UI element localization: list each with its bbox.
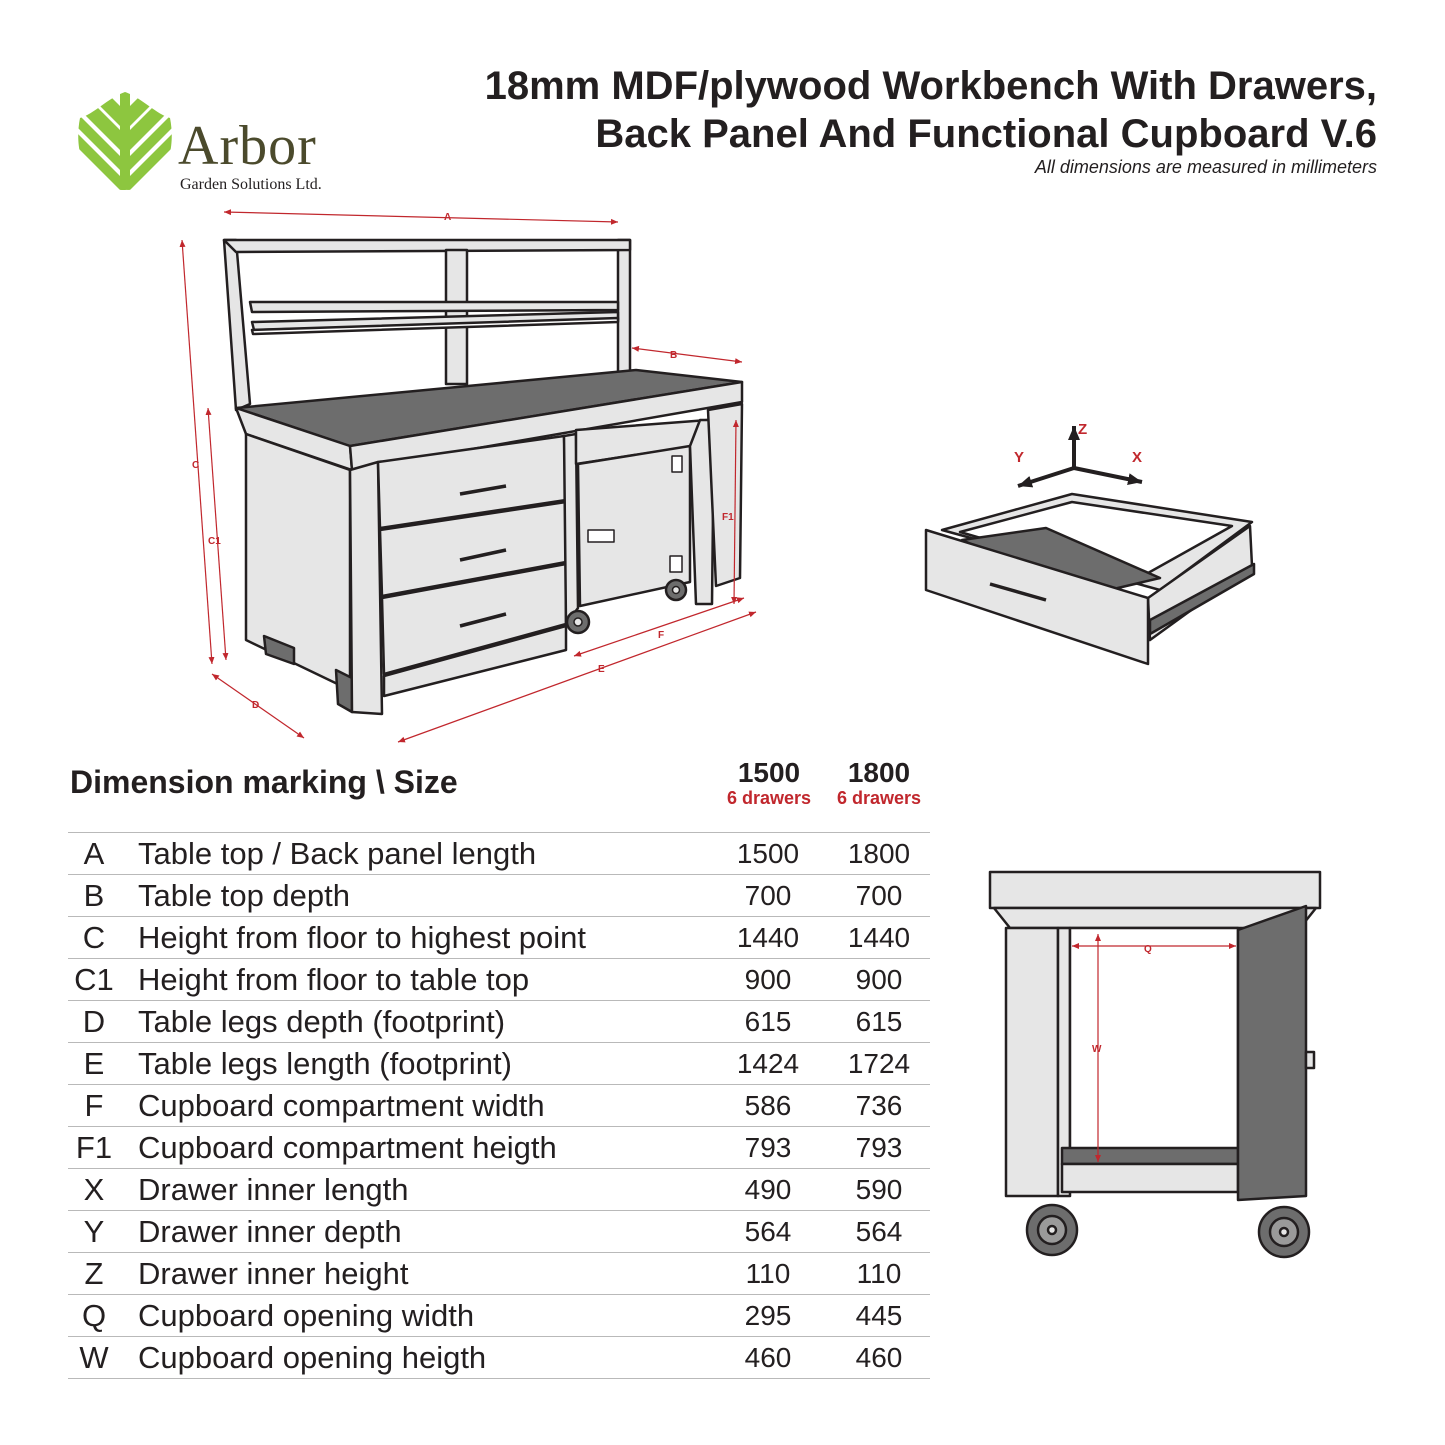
row-code: X [83, 1172, 105, 1207]
cupboard-opening [1070, 928, 1238, 1150]
row-value-1800: 1800 [847, 838, 911, 869]
front-left-panel [1006, 928, 1058, 1196]
dimension-table [68, 832, 930, 1379]
dim-label-b: B [670, 350, 678, 361]
row-label: Cupboard opening width [138, 1298, 475, 1333]
axis-label-x: X [1132, 449, 1143, 466]
row-value-1800: 793 [855, 1132, 903, 1163]
axis-label-z: Z [1078, 421, 1088, 438]
axis-label-y: Y [1014, 449, 1025, 466]
table-row [68, 1168, 930, 1210]
title-line-2: Back Panel And Functional Cupboard V.6 [595, 112, 1377, 156]
cupboard-front-view [980, 860, 1340, 1260]
table-row [68, 1252, 930, 1294]
table-row [68, 1294, 930, 1336]
row-value-1500: 900 [744, 964, 792, 995]
dim-label-w: W [1092, 1044, 1102, 1055]
back-panel-upper-shelf [250, 302, 618, 312]
front-left-post [350, 462, 382, 714]
row-value-1800: 445 [855, 1300, 903, 1331]
row-code: F1 [75, 1130, 113, 1165]
row-label: Drawer inner length [138, 1172, 409, 1207]
row-value-1500: 586 [744, 1090, 792, 1121]
row-code: E [83, 1046, 105, 1081]
row-value-1500: 295 [744, 1300, 792, 1331]
row-value-1800: 736 [855, 1090, 903, 1121]
row-label: Table top / Back panel length [138, 836, 537, 871]
row-value-1800: 110 [856, 1258, 902, 1289]
row-code: B [83, 878, 105, 913]
table-row [68, 916, 930, 958]
dim-c1-line [208, 408, 226, 660]
row-code: W [79, 1340, 109, 1375]
table-row [68, 958, 930, 1000]
row-label: Cupboard compartment heigth [138, 1130, 557, 1165]
dim-label-c: C [192, 460, 200, 471]
row-value-1800: 564 [855, 1216, 903, 1247]
dim-b-line [632, 348, 742, 362]
brand-subtitle: Garden Solutions Ltd. [180, 176, 322, 193]
table-row [68, 874, 930, 916]
table-row [68, 1210, 930, 1252]
row-label: Drawer inner height [138, 1256, 409, 1291]
dim-c-line [182, 240, 212, 664]
table-row [68, 832, 930, 874]
cupboard-door-open [1238, 906, 1306, 1200]
row-value-1500: 110 [745, 1258, 791, 1289]
dim-label-f: F [658, 630, 665, 641]
dim-label-f1: F1 [722, 512, 734, 523]
column-size: 1800 [847, 757, 911, 788]
table-heading: Dimension marking \ Size [70, 764, 458, 800]
row-code: Y [83, 1214, 105, 1249]
row-code: C1 [74, 962, 114, 997]
column-drawers: 6 drawers [726, 788, 812, 808]
row-code: Q [81, 1298, 107, 1333]
row-code: D [82, 1004, 106, 1039]
table-row [68, 1336, 930, 1379]
row-label: Drawer inner depth [138, 1214, 402, 1249]
back-panel-left-post [224, 240, 250, 410]
row-value-1500: 490 [744, 1174, 792, 1205]
row-label: Cupboard compartment width [138, 1088, 545, 1123]
row-label: Table top depth [138, 878, 351, 913]
row-code: Z [84, 1256, 104, 1291]
table-row [68, 1126, 930, 1168]
row-value-1800: 615 [855, 1006, 903, 1037]
dim-a-line [224, 212, 618, 222]
column-size: 1500 [737, 757, 801, 788]
row-value-1500: 1424 [736, 1048, 800, 1079]
row-value-1500: 564 [744, 1216, 792, 1247]
row-label: Cupboard opening heigth [138, 1340, 487, 1375]
row-label: Height from floor to table top [138, 962, 530, 997]
row-value-1500: 615 [744, 1006, 792, 1037]
cabinet-left-side [246, 434, 350, 690]
row-value-1800: 1724 [847, 1048, 911, 1079]
row-value-1500: 793 [744, 1132, 792, 1163]
row-code: F [84, 1088, 104, 1123]
row-value-1800: 1440 [847, 922, 911, 953]
column-drawers: 6 drawers [836, 788, 922, 808]
column-header-1500 [714, 758, 824, 808]
row-value-1500: 700 [744, 880, 792, 911]
row-value-1800: 590 [855, 1174, 903, 1205]
dim-label-a: A [444, 212, 452, 223]
row-code: A [83, 836, 105, 871]
cupboard-shelf [1062, 1148, 1238, 1164]
back-panel-top [224, 240, 630, 252]
row-value-1500: 460 [744, 1342, 792, 1373]
dim-label-e: E [598, 664, 605, 675]
brand-name: Arbor [178, 115, 317, 177]
dim-label-d: D [252, 700, 260, 711]
title-line-1: 18mm MDF/plywood Workbench With Drawers, [484, 64, 1377, 108]
row-code: C [82, 920, 106, 955]
row-value-1500: 1500 [736, 838, 800, 869]
row-value-1800: 900 [855, 964, 903, 995]
dim-label-q: Q [1144, 944, 1152, 955]
row-label: Height from floor to highest point [138, 920, 587, 955]
row-value-1500: 1440 [736, 922, 800, 953]
workbench-isometric [224, 240, 742, 714]
table-row [68, 1042, 930, 1084]
units-note: All dimensions are measured in millimeters [1034, 157, 1377, 177]
column-header-1800 [824, 758, 934, 808]
table-row [68, 1000, 930, 1042]
row-label: Table legs depth (footprint) [138, 1004, 506, 1039]
left-front-leg [336, 670, 352, 712]
back-panel-right-post [618, 240, 630, 384]
row-label: Table legs length (footprint) [138, 1046, 512, 1081]
row-value-1800: 700 [855, 880, 903, 911]
dim-label-c1: C1 [208, 536, 221, 547]
table-row [68, 1084, 930, 1126]
row-value-1800: 460 [855, 1342, 903, 1373]
front-top [990, 872, 1320, 908]
drawer-detail [926, 426, 1254, 664]
